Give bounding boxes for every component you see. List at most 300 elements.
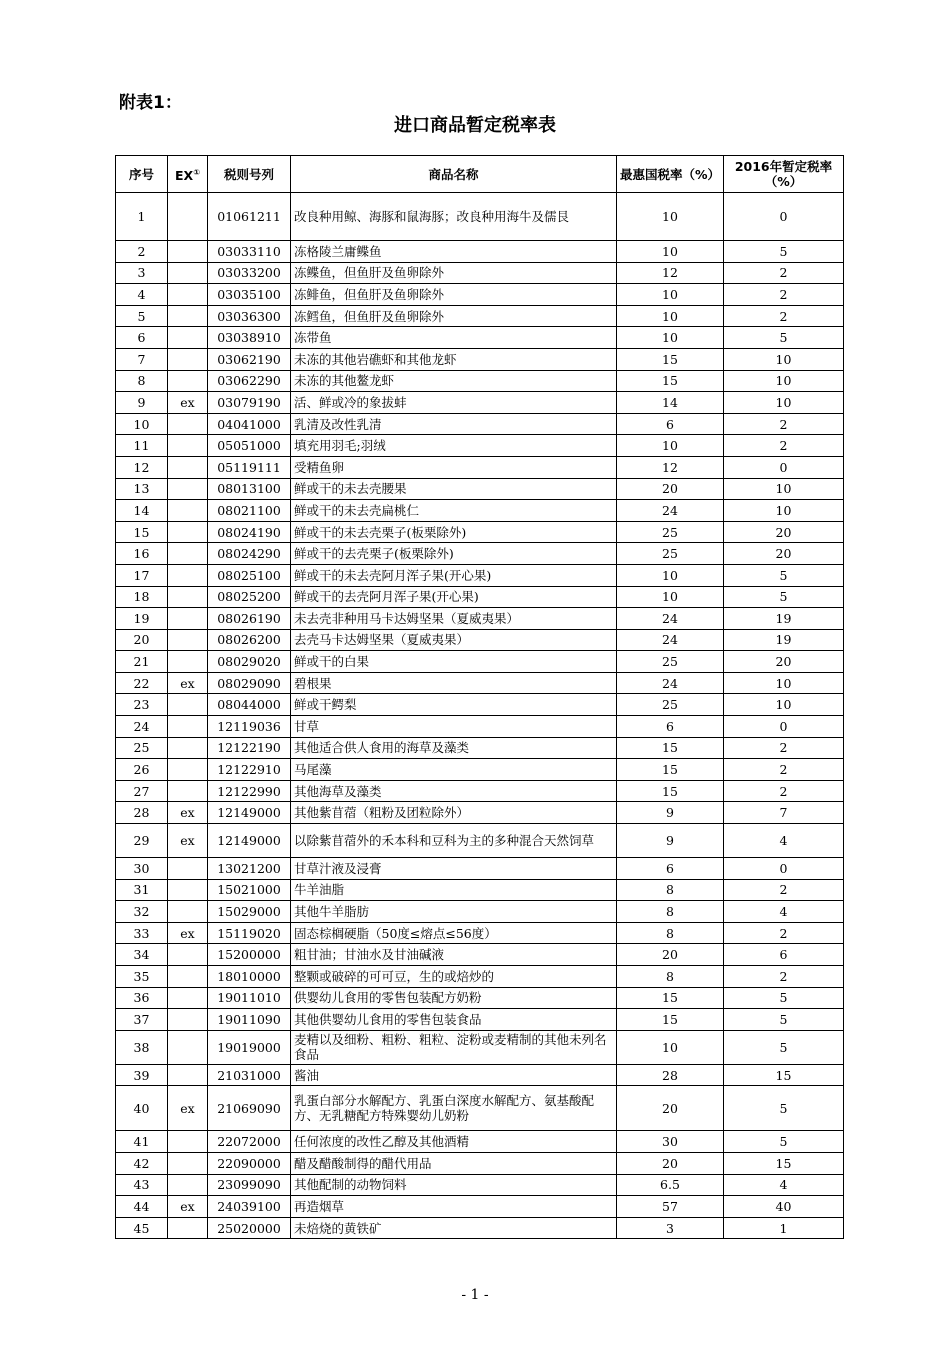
cell-name: 去壳马卡达姆坚果（夏威夷果） [291,629,617,651]
cell-2016-rate: 5 [724,586,844,608]
cell-name: 鲜或干的未去壳扁桃仁 [291,500,617,522]
cell-mfn-rate: 30 [617,1131,724,1153]
cell-ex: ex [168,922,208,944]
cell-2016-rate: 15 [724,1152,844,1174]
cell-2016-rate: 5 [724,327,844,349]
cell-2016-rate: 10 [724,348,844,370]
cell-seq: 16 [116,543,168,565]
cell-mfn-rate: 15 [617,987,724,1009]
cell-code: 12149000 [208,824,291,858]
cell-mfn-rate: 10 [617,193,724,241]
table-row [116,944,844,966]
cell-code: 08029090 [208,672,291,694]
cell-2016-rate: 5 [724,1009,844,1031]
cell-ex [168,521,208,543]
cell-seq: 4 [116,284,168,306]
cell-name: 改良种用鲸、海豚和鼠海豚；改良种用海牛及儒艮 [291,193,617,241]
cell-ex [168,1131,208,1153]
cell-name: 任何浓度的改性乙醇及其他酒精 [291,1131,617,1153]
cell-seq: 31 [116,879,168,901]
cell-seq: 24 [116,716,168,738]
table-row [116,858,844,880]
cell-mfn-rate: 57 [617,1196,724,1218]
cell-mfn-rate: 6 [617,716,724,738]
table-row [116,1064,844,1086]
page-number: - 1 - [461,1287,489,1303]
table-row [116,1131,844,1153]
cell-code: 08044000 [208,694,291,716]
cell-seq: 14 [116,500,168,522]
cell-code: 03079190 [208,392,291,414]
cell-mfn-rate: 24 [617,500,724,522]
cell-ex [168,284,208,306]
cell-code: 12119036 [208,716,291,738]
cell-name: 冻带鱼 [291,327,617,349]
table-row [116,629,844,651]
cell-code: 03062290 [208,370,291,392]
cell-seq: 17 [116,564,168,586]
table-row [116,922,844,944]
cell-code: 05119111 [208,456,291,478]
cell-mfn-rate: 8 [617,879,724,901]
cell-mfn-rate: 15 [617,348,724,370]
table-row [116,262,844,284]
cell-code: 24039100 [208,1196,291,1218]
cell-code: 08024190 [208,521,291,543]
cell-2016-rate: 10 [724,370,844,392]
table-row [116,413,844,435]
table-row [116,327,844,349]
table-header-row [116,156,844,193]
cell-seq: 37 [116,1009,168,1031]
table-row [116,759,844,781]
cell-2016-rate: 10 [724,672,844,694]
cell-name: 其他适合供人食用的海草及藻类 [291,737,617,759]
cell-mfn-rate: 24 [617,629,724,651]
cell-ex [168,1174,208,1196]
table-row [116,348,844,370]
cell-seq: 29 [116,824,168,858]
cell-seq: 12 [116,456,168,478]
cell-2016-rate: 2 [724,879,844,901]
cell-code: 19011090 [208,1009,291,1031]
cell-name: 鲜或干的白果 [291,651,617,673]
document-title: 进口商品暂定税率表 [394,115,556,136]
cell-2016-rate: 10 [724,478,844,500]
cell-ex [168,586,208,608]
cell-name: 未焙烧的黄铁矿 [291,1217,617,1239]
cell-code: 08021100 [208,500,291,522]
cell-ex [168,564,208,586]
cell-seq: 13 [116,478,168,500]
cell-2016-rate: 0 [724,456,844,478]
cell-name: 碧根果 [291,672,617,694]
cell-code: 03038910 [208,327,291,349]
table-row [116,370,844,392]
cell-seq: 45 [116,1217,168,1239]
cell-seq: 23 [116,694,168,716]
cell-2016-rate: 2 [724,759,844,781]
cell-name: 粗甘油；甘油水及甘油碱液 [291,944,617,966]
cell-seq: 34 [116,944,168,966]
cell-ex [168,327,208,349]
cell-code: 01061211 [208,193,291,241]
cell-seq: 11 [116,435,168,457]
cell-mfn-rate: 10 [617,241,724,263]
cell-mfn-rate: 9 [617,802,724,824]
cell-mfn-rate: 20 [617,1152,724,1174]
cell-seq: 40 [116,1086,168,1131]
cell-name: 未冻的其他鳌龙虾 [291,370,617,392]
cell-2016-rate: 5 [724,1030,844,1064]
cell-mfn-rate: 10 [617,327,724,349]
table-row [116,737,844,759]
cell-ex [168,478,208,500]
cell-name: 冻格陵兰庸鲽鱼 [291,241,617,263]
cell-ex [168,1152,208,1174]
cell-ex [168,858,208,880]
cell-2016-rate: 40 [724,1196,844,1218]
cell-2016-rate: 2 [724,262,844,284]
cell-name: 其他海草及藻类 [291,780,617,802]
cell-name: 未冻的其他岩礁虾和其他龙虾 [291,348,617,370]
table-row [116,478,844,500]
cell-mfn-rate: 25 [617,521,724,543]
cell-mfn-rate: 20 [617,944,724,966]
cell-mfn-rate: 24 [617,672,724,694]
cell-code: 03062190 [208,348,291,370]
cell-name: 乳清及改性乳清 [291,413,617,435]
cell-seq: 38 [116,1030,168,1064]
table-row [116,780,844,802]
cell-2016-rate: 5 [724,241,844,263]
cell-2016-rate: 20 [724,543,844,565]
table-row [116,564,844,586]
cell-name: 其他紫苜蓿（粗粉及团粒除外） [291,802,617,824]
cell-seq: 25 [116,737,168,759]
cell-seq: 27 [116,780,168,802]
cell-seq: 6 [116,327,168,349]
cell-mfn-rate: 15 [617,370,724,392]
cell-ex: ex [168,824,208,858]
cell-seq: 18 [116,586,168,608]
cell-mfn-rate: 8 [617,966,724,988]
cell-ex [168,1064,208,1086]
table-row [116,284,844,306]
cell-seq: 44 [116,1196,168,1218]
cell-2016-rate: 5 [724,987,844,1009]
cell-seq: 5 [116,305,168,327]
cell-2016-rate: 1 [724,1217,844,1239]
cell-ex [168,608,208,630]
table-row [116,987,844,1009]
header-seq: 序号 [116,156,168,193]
cell-seq: 35 [116,966,168,988]
cell-name: 其他配制的动物饲料 [291,1174,617,1196]
cell-2016-rate: 4 [724,824,844,858]
cell-ex: ex [168,672,208,694]
cell-mfn-rate: 8 [617,901,724,923]
cell-2016-rate: 7 [724,802,844,824]
table-row [116,879,844,901]
cell-code: 12122190 [208,737,291,759]
cell-code: 15119020 [208,922,291,944]
cell-seq: 41 [116,1131,168,1153]
cell-mfn-rate: 25 [617,543,724,565]
cell-ex [168,987,208,1009]
cell-name: 鲜或干的去壳栗子(板栗除外) [291,543,617,565]
cell-mfn-rate: 14 [617,392,724,414]
cell-ex: ex [168,1086,208,1131]
cell-code: 05051000 [208,435,291,457]
cell-name: 冻鲱鱼，但鱼肝及鱼卵除外 [291,284,617,306]
cell-mfn-rate: 15 [617,780,724,802]
cell-mfn-rate: 12 [617,262,724,284]
cell-2016-rate: 10 [724,694,844,716]
cell-mfn-rate: 20 [617,1086,724,1131]
cell-2016-rate: 10 [724,392,844,414]
cell-seq: 3 [116,262,168,284]
cell-2016-rate: 2 [724,284,844,306]
table-row [116,1086,844,1131]
table-row [116,500,844,522]
table-row [116,193,844,241]
cell-code: 18010000 [208,966,291,988]
cell-2016-rate: 10 [724,500,844,522]
cell-ex [168,901,208,923]
table-row [116,608,844,630]
cell-name: 以除紫苜蓿外的禾本科和豆科为主的多种混合天然饲草 [291,824,617,858]
cell-code: 08026190 [208,608,291,630]
table-row [116,1174,844,1196]
table-row [116,716,844,738]
table-row [116,305,844,327]
cell-seq: 8 [116,370,168,392]
cell-seq: 39 [116,1064,168,1086]
cell-2016-rate: 5 [724,1131,844,1153]
cell-mfn-rate: 10 [617,1030,724,1064]
cell-seq: 22 [116,672,168,694]
cell-name: 鲜或干的未去壳腰果 [291,478,617,500]
cell-ex [168,262,208,284]
cell-2016-rate: 0 [724,858,844,880]
cell-name: 未去壳非种用马卡达姆坚果（夏威夷果） [291,608,617,630]
table-row [116,651,844,673]
cell-ex [168,241,208,263]
cell-code: 08029020 [208,651,291,673]
cell-2016-rate: 6 [724,944,844,966]
cell-2016-rate: 20 [724,521,844,543]
cell-2016-rate: 2 [724,435,844,457]
cell-mfn-rate: 6 [617,858,724,880]
cell-ex [168,759,208,781]
cell-code: 03033110 [208,241,291,263]
cell-ex [168,370,208,392]
cell-ex [168,737,208,759]
cell-seq: 26 [116,759,168,781]
cell-2016-rate: 5 [724,564,844,586]
cell-code: 08025200 [208,586,291,608]
cell-code: 12149000 [208,802,291,824]
cell-code: 25020000 [208,1217,291,1239]
table-row [116,1217,844,1239]
cell-code: 13021200 [208,858,291,880]
cell-name: 鲜或干的去壳阿月浑子果(开心果) [291,586,617,608]
cell-code: 22090000 [208,1152,291,1174]
cell-name: 牛羊油脂 [291,879,617,901]
cell-code: 03035100 [208,284,291,306]
cell-name: 供婴幼儿食用的零售包装配方奶粉 [291,987,617,1009]
cell-seq: 19 [116,608,168,630]
header-mfn-rate: 最惠国税率（%） [617,156,724,193]
cell-ex [168,651,208,673]
header-2016-rate: 2016年暂定税率（%） [724,156,844,193]
cell-2016-rate: 0 [724,716,844,738]
cell-2016-rate: 2 [724,922,844,944]
cell-2016-rate: 19 [724,608,844,630]
cell-2016-rate: 2 [724,305,844,327]
cell-name: 固态棕榈硬脂（50度≤熔点≤56度） [291,922,617,944]
cell-code: 22072000 [208,1131,291,1153]
cell-2016-rate: 5 [724,1086,844,1131]
cell-seq: 15 [116,521,168,543]
cell-name: 整颗或破碎的可可豆，生的或焙炒的 [291,966,617,988]
cell-seq: 1 [116,193,168,241]
cell-2016-rate: 0 [724,193,844,241]
cell-mfn-rate: 25 [617,694,724,716]
cell-2016-rate: 2 [724,413,844,435]
cell-seq: 43 [116,1174,168,1196]
cell-code: 08026200 [208,629,291,651]
cell-name: 其他牛羊脂肪 [291,901,617,923]
cell-seq: 42 [116,1152,168,1174]
cell-seq: 20 [116,629,168,651]
cell-seq: 32 [116,901,168,923]
table-row [116,435,844,457]
cell-seq: 9 [116,392,168,414]
cell-code: 15021000 [208,879,291,901]
cell-code: 08024290 [208,543,291,565]
cell-name: 马尾藻 [291,759,617,781]
cell-ex: ex [168,1196,208,1218]
cell-name: 醋及醋酸制得的醋代用品 [291,1152,617,1174]
cell-ex [168,1009,208,1031]
cell-mfn-rate: 10 [617,586,724,608]
cell-2016-rate: 19 [724,629,844,651]
table-row [116,824,844,858]
cell-ex [168,1217,208,1239]
table-row [116,802,844,824]
cell-mfn-rate: 9 [617,824,724,858]
cell-2016-rate: 2 [724,966,844,988]
table-row [116,586,844,608]
cell-mfn-rate: 12 [617,456,724,478]
cell-ex [168,780,208,802]
cell-mfn-rate: 8 [617,922,724,944]
cell-ex [168,193,208,241]
cell-name: 冻鳕鱼，但鱼肝及鱼卵除外 [291,305,617,327]
table-row [116,392,844,414]
cell-mfn-rate: 28 [617,1064,724,1086]
cell-name: 再造烟草 [291,1196,617,1218]
cell-ex [168,348,208,370]
cell-code: 03036300 [208,305,291,327]
cell-mfn-rate: 24 [617,608,724,630]
cell-code: 04041000 [208,413,291,435]
cell-code: 23099090 [208,1174,291,1196]
cell-mfn-rate: 15 [617,737,724,759]
table-row [116,456,844,478]
cell-name: 活、鲜或冷的象拔蚌 [291,392,617,414]
cell-seq: 21 [116,651,168,673]
cell-2016-rate: 4 [724,901,844,923]
cell-ex [168,966,208,988]
cell-code: 03033200 [208,262,291,284]
cell-mfn-rate: 10 [617,284,724,306]
cell-seq: 30 [116,858,168,880]
cell-2016-rate: 2 [724,780,844,802]
cell-code: 08025100 [208,564,291,586]
cell-name: 鲜或干的未去壳阿月浑子果(开心果) [291,564,617,586]
cell-ex: ex [168,392,208,414]
cell-mfn-rate: 10 [617,564,724,586]
cell-name: 冻鲽鱼，但鱼肝及鱼卵除外 [291,262,617,284]
cell-name: 填充用羽毛;羽绒 [291,435,617,457]
cell-mfn-rate: 15 [617,759,724,781]
cell-ex [168,944,208,966]
cell-ex [168,500,208,522]
cell-code: 21031000 [208,1064,291,1086]
cell-ex: ex [168,802,208,824]
table-row [116,901,844,923]
table-row [116,521,844,543]
header-name: 商品名称 [291,156,617,193]
cell-seq: 2 [116,241,168,263]
table-row [116,241,844,263]
table-row [116,1030,844,1064]
table-row [116,1152,844,1174]
header-ex: EX① [168,156,208,193]
cell-seq: 10 [116,413,168,435]
cell-mfn-rate: 3 [617,1217,724,1239]
cell-name: 酱油 [291,1064,617,1086]
cell-ex [168,879,208,901]
cell-2016-rate: 15 [724,1064,844,1086]
cell-ex [168,413,208,435]
cell-ex [168,305,208,327]
cell-seq: 33 [116,922,168,944]
cell-ex [168,629,208,651]
cell-ex [168,435,208,457]
cell-mfn-rate: 10 [617,305,724,327]
cell-mfn-rate: 15 [617,1009,724,1031]
cell-code: 21069090 [208,1086,291,1131]
cell-name: 鲜或干的未去壳栗子(板栗除外) [291,521,617,543]
cell-name: 麦精以及细粉、粗粉、粗粒、淀粉或麦精制的其他未列名食品 [291,1030,617,1064]
cell-seq: 28 [116,802,168,824]
cell-2016-rate: 4 [724,1174,844,1196]
table-row [116,1196,844,1218]
cell-ex [168,543,208,565]
cell-code: 19019000 [208,1030,291,1064]
table-row [116,966,844,988]
tariff-rate-table [115,155,844,1239]
cell-code: 12122910 [208,759,291,781]
cell-code: 15029000 [208,901,291,923]
cell-name: 甘草 [291,716,617,738]
cell-code: 08013100 [208,478,291,500]
cell-name: 其他供婴幼儿食用的零售包装食品 [291,1009,617,1031]
